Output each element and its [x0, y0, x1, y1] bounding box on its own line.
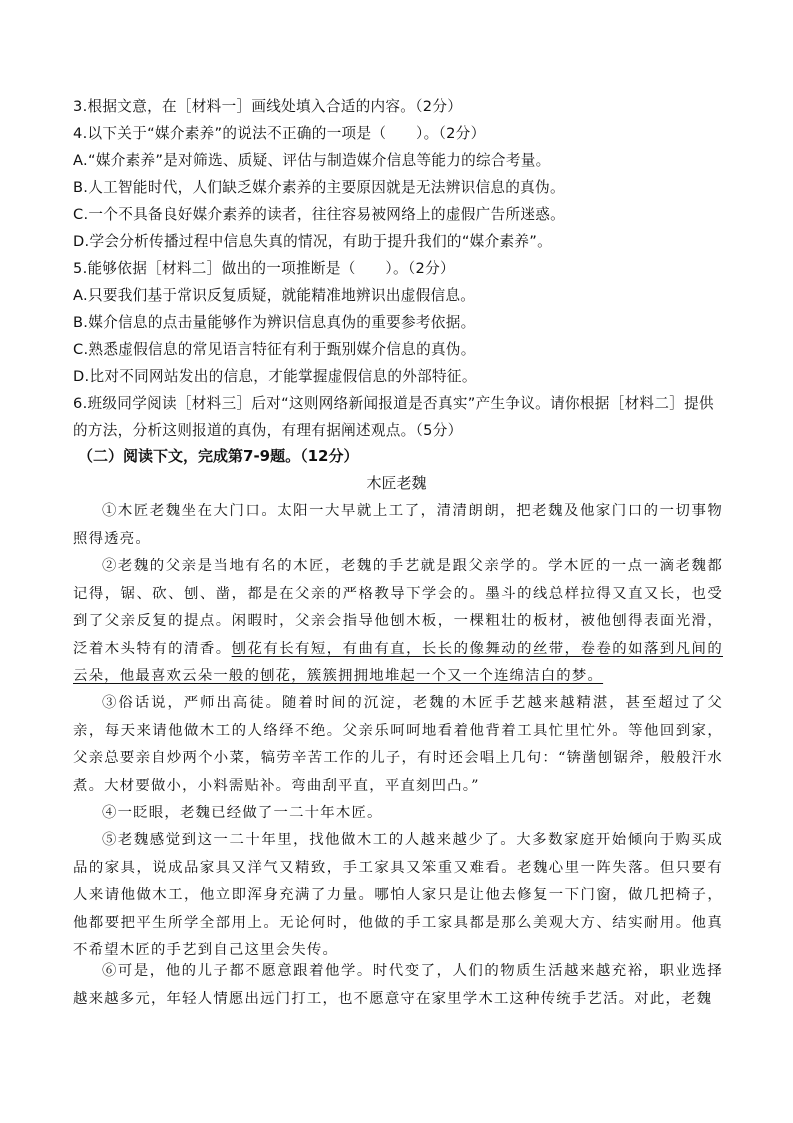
question-3: 3.根据文意，在［材料一］画线处填入合适的内容。（2分）: [73, 98, 463, 115]
question-4-option-a: A.“媒介素养”是对筛选、质疑、评估与制造媒介信息等能力的综合考量。: [73, 152, 551, 169]
paragraph-1: ①木匠老魏坐在大门口。太阳一大早就上工了，清清朗朗，把老魏及他家门口的一切事物照得透亮。: [73, 503, 723, 547]
question-4-option-b: B.人工智能时代，人们缺乏媒介素养的主要原因就是无法辨识信息的真伪。: [73, 179, 565, 196]
paragraph-6: ⑥可是，他的儿子都不愿意跟着他学。时代变了，人们的物质生活越来越充裕，职业选择越来越多元，年轻人情愿出远门打工，也不愿意守在家里学木工这种传统手艺活。对此，老魏: [73, 963, 723, 1007]
question-5-option-a: A.只要我们基于常识反复质疑，就能精准地辨识出虚假信息。: [73, 287, 476, 304]
paragraph-3: ③俗话说，严师出高徒。随着时间的沉淀，老魏的木匠手艺越来越精湛，甚至超过了父亲，每天来请他做木工的人络绎不绝。父亲乐呵呵地看着他背着工具忙里忙外。等他回到家，父亲总要亲自炒两个小菜，犒劳辛苦工作的儿子，有时还会唱上几句：“锛凿刨锯斧，般般汗水煮。大材要做小，小料需贴补。弯曲刮平直，平直刻凹凸。”: [73, 695, 723, 794]
question-4-option-d: D.学会分析传播过程中信息失真的情况，有助于提升我们的“媒介素养”。: [73, 233, 553, 250]
question-6: 6.班级同学阅读［材料三］后对“这则网络新闻报道是否真实”产生争议。请你根据［材料二］提供的方法，分析这则报道的真伪，有理有据阐述观点。（5分）: [73, 395, 714, 439]
question-5-option-b: B.媒介信息的点击量能够作为辨识信息真伪的重要参考依据。: [73, 314, 476, 331]
paragraph-5: ⑤老魏感觉到这一二十年里，找他做木工的人越来越少了。大多数家庭开始倾向于购买成品的家具，说成品家具又洋气又精致，手工家具又笨重又难看。老魏心里一阵失落。但只要有人来请他做木工，他立即浑身充满了力量。哪怕人家只是让他去修复一下门窗，做几把椅子，他都要把平生所学全部用上。无论何时，他做的手工家具都是那么美观大方、结实耐用。他真不希望木匠的手艺到自己这里会失传。: [73, 832, 723, 959]
article-title: 木匠老魏: [366, 474, 427, 492]
question-5: 5.能够依据［材料二］做出的一项推断是（ ）。（2分）: [73, 260, 455, 277]
question-5-option-d: D.比对不同网站发出的信息，才能掌握虚假信息的外部特征。: [73, 368, 477, 385]
question-4: 4.以下关于“媒介素养”的说法不正确的一项是（ ）。（2分）: [73, 125, 486, 142]
paragraph-2-underlined-text: 刨花有长有短，有曲有直，长长的像舞动的丝带，卷卷的如落到凡间的云朵，他最喜欢云朵一般的刨花，簇簇拥拥地堆起一个又一个连绵洁白的梦。: [73, 640, 723, 685]
question-5-option-c: C.熟悉虚假信息的常见语言特征有利于甄别媒介信息的真伪。: [73, 341, 476, 358]
paragraph-2: [73, 553, 723, 691]
question-4-option-c: C.一个不具备良好媒介素养的读者，往往容易被网络上的虚假广告所迷惑。: [73, 206, 566, 223]
section-heading: （二）阅读下文，完成第7-9题。（12分）: [78, 447, 359, 465]
paragraph-4: ④一眨眼，老魏已经做了一二十年木匠。: [102, 805, 383, 821]
paragraph-2-text: ②老魏的父亲是当地有名的木匠，老魏的手艺就是跟父亲学的。学木匠的一点一滴老魏都记得，锯、砍、刨、凿，都是在父亲的严格教导下学会的。墨斗的线总样拉得又直又长，也受到了父亲反复的提点。闲暇时，父亲会指导他刨木板，一棵粗壮的板材，被他刨得表面光滑，泛着木头特有的清香。: [73, 558, 723, 657]
